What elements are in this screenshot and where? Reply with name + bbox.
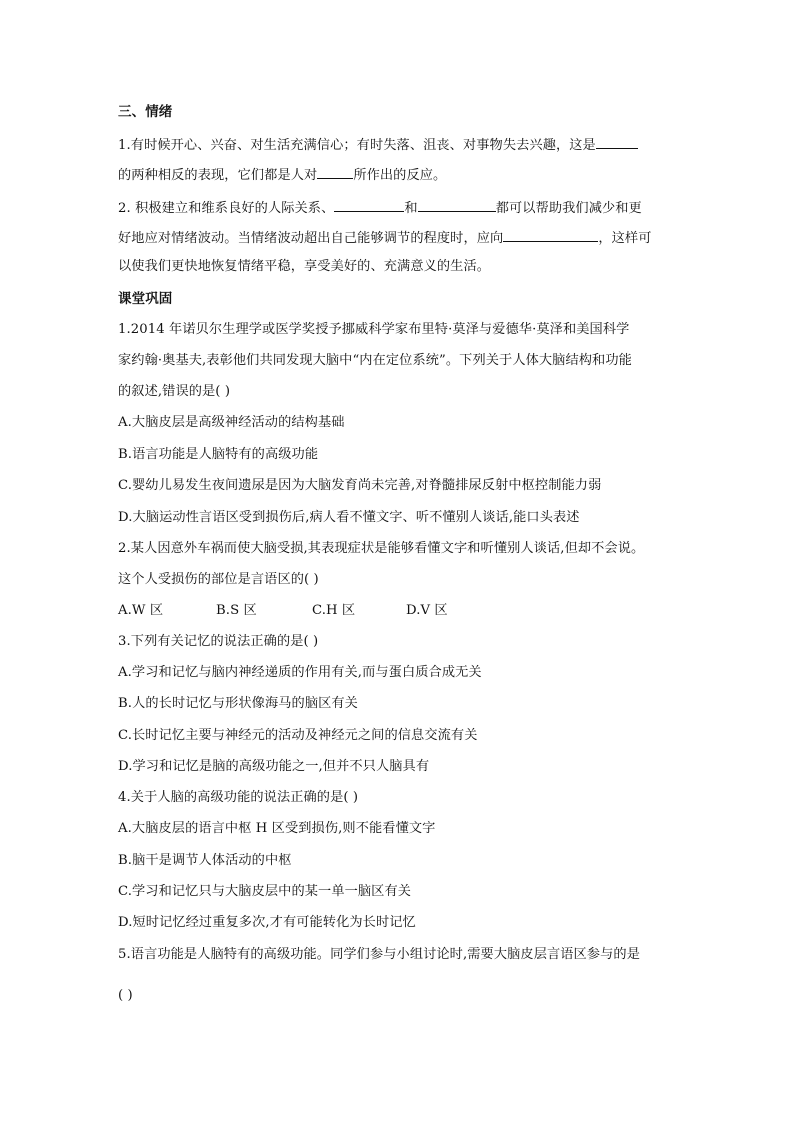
q1-line2 [118, 164, 688, 186]
cq3-option-b: B.人的长时记忆与形状像海马的脑区有关 [118, 696, 358, 711]
q1-text-b: 的两种相反的表现，它们都是人对 [118, 168, 318, 183]
cq3-option-a: A.学习和记忆与脑内神经递质的作用有关,而与蛋白质合成无关 [118, 665, 482, 680]
cq3-option-c: C.长时记忆主要与神经元的活动及神经元之间的信息交流有关 [118, 728, 478, 743]
cq5-line2: ( ) [118, 988, 133, 1003]
section-title-consolidation: 课堂巩固 [118, 291, 173, 307]
cq1-option-d: D.大脑运动性言语区受到损伤后,病人看不懂文字、听不懂别人谈话,能口头表述 [118, 510, 580, 525]
cq2-option-a: A.W 区 [118, 603, 164, 618]
cq4-line1: 4.关于人脑的高级功能的说法正确的是( ) [118, 790, 359, 805]
q2-text-d: 好地应对情绪波动。当情绪波动超出自己能够调节的程度时，应向 [118, 231, 504, 246]
cq1-option-b: B.语言功能是人脑特有的高级功能 [118, 447, 319, 462]
cq4-option-c: C.学习和记忆只与大脑皮层中的某一单一脑区有关 [118, 884, 412, 899]
cq1-option-c: C.婴幼儿易发生夜间遗尿是因为大脑发育尚未完善,对脊髓排尿反射中枢控制能力弱 [118, 478, 602, 493]
cq3-line1: 3.下列有关记忆的说法正确的是( ) [118, 634, 319, 649]
cq2-option-d: D.V 区 [406, 603, 448, 618]
cq1-line2: 家约翰·奥基夫,表彰他们共同发现大脑中“内在定位系统”。下列关于人体大脑结构和功能 [118, 353, 632, 368]
q2-text-a: 2. 积极建立和维系良好的人际关系、 [118, 201, 335, 216]
cq4-option-a: A.大脑皮层的语言中枢 H 区受到损伤,则不能看懂文字 [118, 821, 436, 836]
q2-text-c: 都可以帮助我们减少和更 [495, 201, 642, 216]
cq2-line1: 2.某人因意外车祸而使大脑受损,其表现症状是能够看懂文字和听懂别人谈话,但却不会说。 [118, 541, 645, 556]
q2-blank-2 [418, 197, 496, 212]
q1-blank-2 [317, 164, 353, 179]
cq1-option-a: A.大脑皮层是高级神经活动的结构基础 [118, 415, 345, 430]
q1-blank-1 [596, 134, 638, 149]
cq1-line1: 1.2014 年诺贝尔生理学或医学奖授予挪威科学家布里特·莫泽与爱德华·莫泽和美国科学 [118, 322, 630, 337]
cq2-options [118, 601, 688, 621]
q2-line3: 以使我们更快地恢复情绪平稳，享受美好的、充满意义的生活。 [118, 259, 491, 274]
q2-blank-3 [503, 227, 598, 242]
q2-text-b: 和 [404, 201, 418, 216]
q2-blank-1 [334, 197, 404, 212]
cq4-option-b: B.脑干是调节人体活动的中枢 [118, 853, 292, 868]
q1-line1 [118, 134, 688, 156]
q2-line1 [118, 197, 688, 219]
cq1-line3: 的叙述,错误的是( ) [118, 384, 231, 399]
q2-line2 [118, 227, 688, 249]
q2-text-e: ，这样可 [598, 231, 652, 246]
q1-text-c: 所作出的反应。 [353, 168, 447, 183]
cq2-line2: 这个人受损伤的部位是言语区的( ) [118, 572, 319, 587]
q1-text-a: 1.有时候开心、兴奋、对生活充满信心；有时失落、沮丧、对事物失去兴趣，这是 [118, 138, 596, 153]
cq2-option-c: C.H 区 [312, 603, 356, 618]
cq5-line1: 5.语言功能是人脑特有的高级功能。同学们参与小组讨论时,需要大脑皮层言语区参与的是 [118, 947, 640, 962]
section-title-emotion: 三、情绪 [118, 104, 173, 120]
cq4-option-d: D.短时记忆经过重复多次,才有可能转化为长时记忆 [118, 915, 416, 930]
cq2-option-b: B.S 区 [216, 603, 257, 618]
cq3-option-d: D.学习和记忆是脑的高级功能之一,但并不只人脑具有 [118, 759, 430, 774]
